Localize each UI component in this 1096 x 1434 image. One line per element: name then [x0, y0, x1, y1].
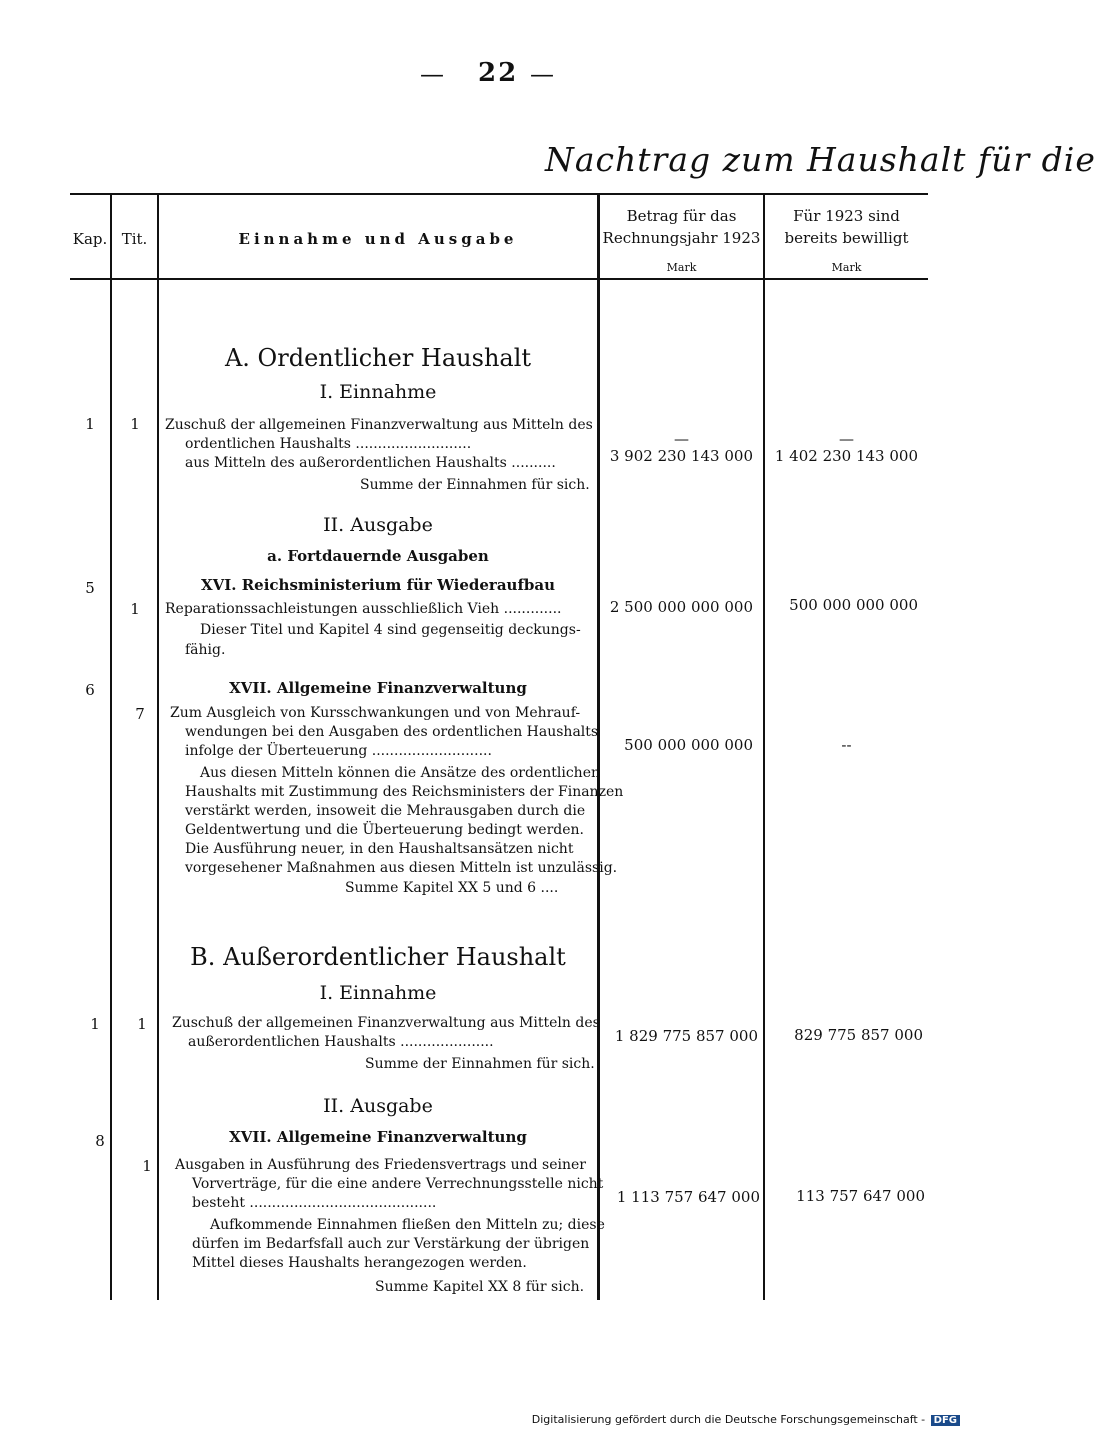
b-row1-kap: 1 — [90, 1015, 100, 1033]
a-kap6-note4: Geldentwertung und die Überteuerung bedingt werden. — [185, 822, 584, 838]
table-top-rule — [70, 193, 928, 195]
col-header-tit: Tit. — [121, 230, 148, 248]
page-dash-right: — — [530, 60, 554, 88]
col-header-betrag-line1: Betrag für das — [626, 207, 737, 225]
b-row1-betrag: 1 829 775 857 000 — [614, 1027, 758, 1045]
section-a-einnahme-heading: I. Einnahme — [319, 381, 437, 403]
a-kap5-note1: Dieser Titel und Kapitel 4 sind gegenseitig deckungs- — [200, 622, 581, 638]
section-b-einnahme-heading: I. Einnahme — [319, 982, 437, 1004]
section-a-fortdauernd-heading: a. Fortdauernde Ausgaben — [267, 547, 489, 565]
b-row1-tit: 1 — [137, 1015, 147, 1033]
a-kap5-heading: XVI. Reichsministerium für Wiederaufbau — [200, 576, 556, 594]
a-kap5-betrag: 2 500 000 000 000 — [609, 598, 753, 616]
section-a-ausgabe-heading: II. Ausgabe — [323, 514, 433, 536]
a-summe-einnahmen: Summe der Einnahmen für sich. — [360, 477, 590, 493]
a-kap6-note5: Die Ausführung neuer, in den Haushaltsansätzen nicht — [185, 841, 574, 857]
a-kap6-line3: infolge der Überteuerung ........................... — [185, 743, 492, 759]
b-row1-line1: Zuschuß der allgemeinen Finanzverwaltung aus Mitteln des — [172, 1015, 600, 1031]
a-row1-kap: 1 — [85, 415, 95, 433]
page-number: 22 — [478, 58, 519, 88]
b-kap8-summe: Summe Kapitel XX 8 für sich. — [375, 1279, 585, 1295]
a-kap6-summe: Summe Kapitel XX 5 und 6 .... — [345, 880, 559, 896]
b-kap8-line2: Vorverträge, für die eine andere Verrechnungsstelle nicht — [192, 1176, 604, 1192]
col-header-betrag-unit: Mark — [666, 261, 697, 274]
a-row1-dash-bewilligt: — — [839, 430, 854, 448]
a-kap6-bewilligt: -- — [841, 736, 852, 754]
col-header-bewilligt-unit: Mark — [831, 261, 862, 274]
col-header-kap: Kap. — [72, 230, 108, 248]
a-row1-bewilligt: 1 402 230 143 000 — [774, 447, 918, 465]
a-kap6-note1: Aus diesen Mitteln können die Ansätze des ordentlichen — [200, 765, 600, 781]
a-kap6-line1: Zum Ausgleich von Kursschwankungen und von Mehrauf- — [170, 705, 581, 721]
b-kap8-tit: 1 — [142, 1157, 152, 1175]
a-kap5-line1: Reparationssachleistungen ausschließlich Vieh ............. — [165, 601, 562, 617]
a-row1-dash-betrag: — — [674, 430, 689, 448]
a-row1-line1: Zuschuß der allgemeinen Finanzverwaltung aus Mitteln des — [165, 417, 593, 433]
b-kap8-kap: 8 — [95, 1132, 105, 1150]
a-kap6-line2: wendungen bei den Ausgaben des ordentlichen Haushalts — [185, 724, 599, 740]
a-row1-tit: 1 — [130, 415, 140, 433]
table-header-rule — [70, 278, 928, 280]
a-kap5-note2: fähig. — [185, 642, 226, 658]
b-kap8-note1: Aufkommende Einnahmen fließen den Mitteln zu; diese — [210, 1217, 605, 1233]
col-header-bewilligt-line1: Für 1923 sind — [793, 207, 900, 225]
dfg-logo: DFG — [931, 1415, 960, 1426]
b-kap8-line1: Ausgaben in Ausführung des Friedensvertrags und seiner — [175, 1157, 586, 1173]
b-row1-bewilligt: 829 775 857 000 — [794, 1026, 923, 1044]
b-kap8-betrag: 1 113 757 647 000 — [616, 1188, 760, 1206]
a-kap6-betrag: 500 000 000 000 — [624, 736, 753, 754]
b-kap8-note2: dürfen im Bedarfsfall auch zur Verstärkung der übrigen — [192, 1236, 590, 1252]
page-dash-left: — — [420, 60, 444, 88]
b-kap8-heading: XVII. Allgemeine Finanzverwaltung — [229, 1128, 527, 1146]
section-b-heading: B. Außerordentlicher Haushalt — [190, 943, 566, 971]
b-summe-einnahmen: Summe der Einnahmen für sich. — [365, 1056, 595, 1072]
a-kap5-bewilligt: 500 000 000 000 — [789, 596, 918, 614]
section-a-heading: A. Ordentlicher Haushalt — [224, 344, 532, 372]
b-kap8-note3: Mittel dieses Haushalts herangezogen werden. — [192, 1255, 527, 1271]
a-row1-line2: ordentlichen Haushalts .......................... — [185, 436, 472, 452]
a-kap6-note2: Haushalts mit Zustimmung des Reichsministers der Finanzen — [185, 784, 624, 800]
a-row1-line3: aus Mitteln des außerordentlichen Haushalts .......... — [185, 455, 556, 471]
b-kap8-line3: besteht .......................................... — [192, 1195, 437, 1211]
footer-text: Digitalisierung gefördert durch die Deutsche Forschungsgemeinschaft - — [531, 1413, 926, 1426]
a-kap6-heading: XVII. Allgemeine Finanzverwaltung — [229, 679, 527, 697]
document-title: Nachtrag zum Haushalt für die — [545, 140, 1096, 179]
a-kap6-note6: vorgesehener Maßnahmen aus diesen Mitteln ist unzulässig. — [185, 860, 618, 876]
b-row1-line2: außerordentlichen Haushalts ..................... — [188, 1034, 494, 1050]
b-kap8-bewilligt: 113 757 647 000 — [796, 1187, 925, 1205]
a-kap6-note3: verstärkt werden, insoweit die Mehrausgaben durch die — [185, 803, 586, 819]
a-kap5-tit: 1 — [130, 600, 140, 618]
col-header-betrag-line2: Rechnungsjahr 1923 — [602, 229, 761, 247]
col-header-bewilligt-line2: bereits bewilligt — [784, 229, 909, 247]
a-kap6-kap: 6 — [85, 681, 95, 699]
section-b-ausgabe-heading: II. Ausgabe — [323, 1095, 433, 1117]
digitization-footer — [532, 1413, 960, 1426]
col-header-desc: Einnahme und Ausgabe — [238, 230, 518, 248]
a-kap5-kap: 5 — [85, 579, 95, 597]
a-row1-betrag: 3 902 230 143 000 — [609, 447, 753, 465]
a-kap6-tit: 7 — [135, 705, 145, 723]
